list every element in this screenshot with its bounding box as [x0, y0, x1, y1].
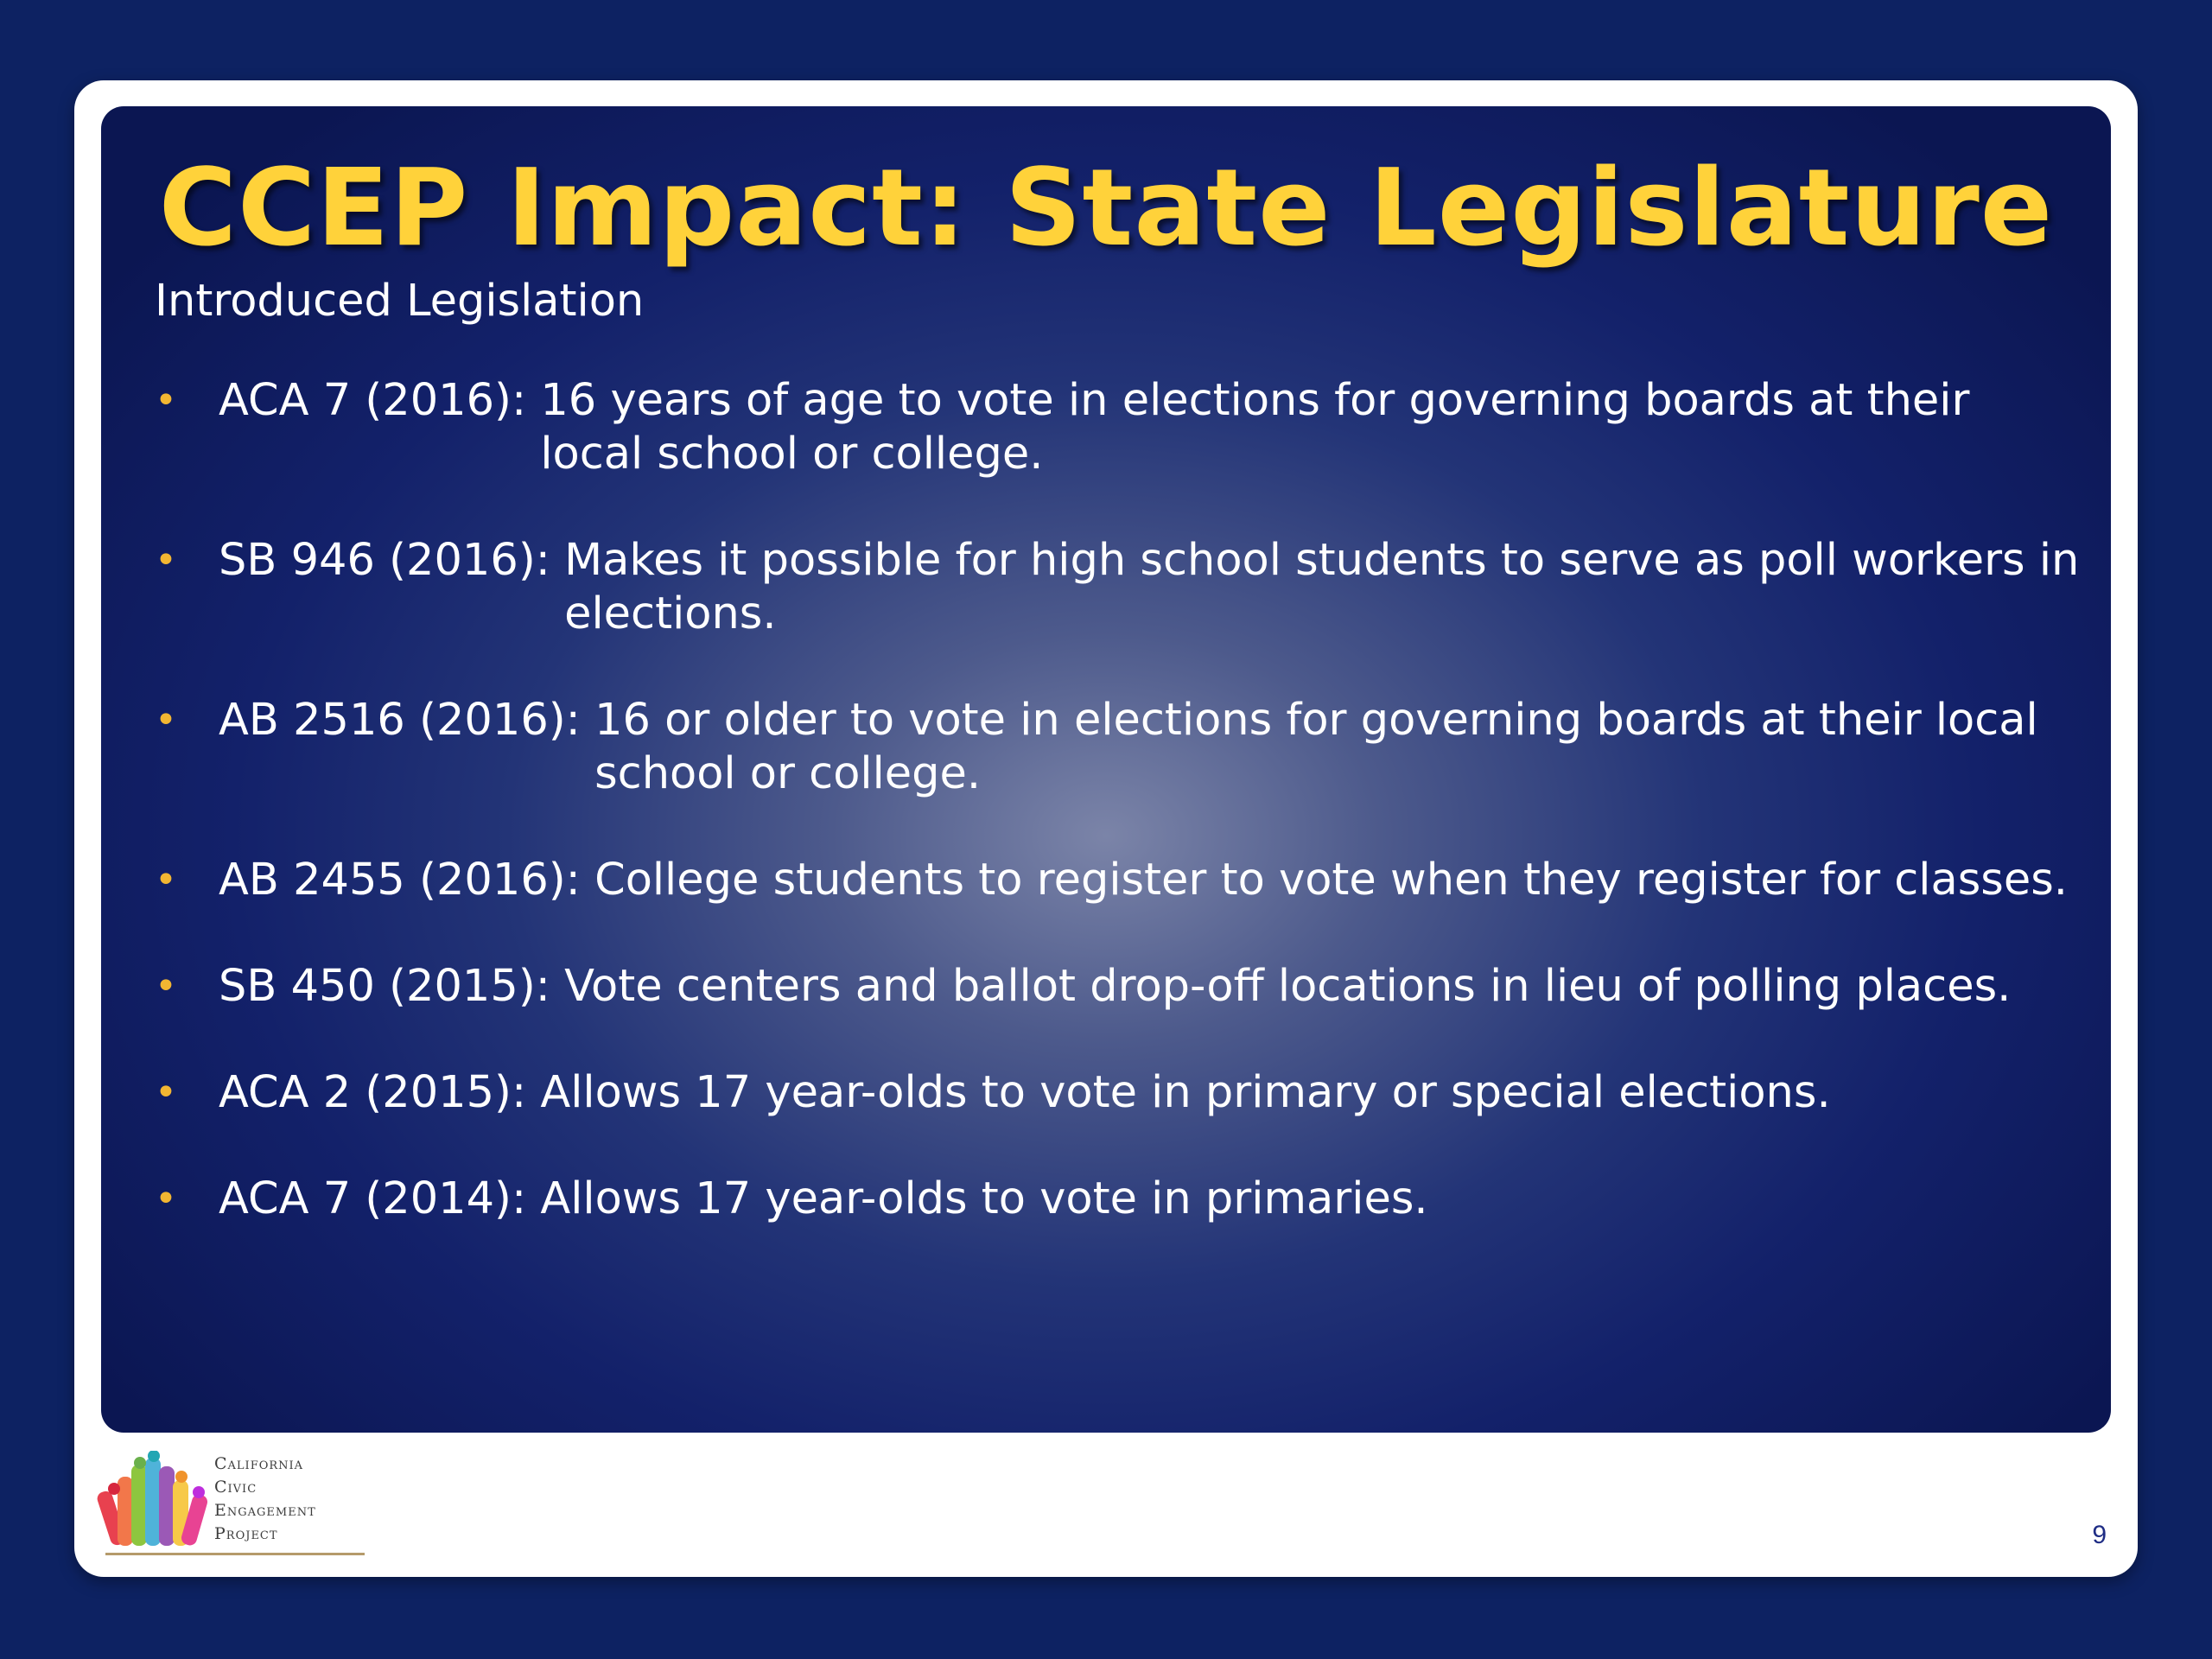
bill-description: College students to register to vote when they register for classes. — [594, 855, 2069, 906]
list-item — [155, 1173, 2082, 1226]
logo-line: California — [214, 1454, 304, 1473]
bill-label: ACA 2 (2015): — [219, 1067, 527, 1118]
list-item — [155, 534, 2082, 641]
raised-hands-icon — [97, 1451, 213, 1551]
slide-title: CCEP Impact: State Legislature — [158, 147, 2054, 270]
bullet-icon: • — [155, 378, 177, 423]
list-item — [155, 374, 2082, 481]
bill-description: Allows 17 year-olds to vote in primaries. — [540, 1173, 1428, 1224]
section-subtitle: Introduced Legislation — [155, 276, 645, 327]
list-item — [155, 960, 2082, 1014]
bill-description: Vote centers and ballot drop-off locations in lieu of polling places. — [564, 961, 2012, 1012]
bill-label: ACA 7 (2016): — [219, 375, 527, 426]
bill-label: AB 2455 (2016): — [219, 855, 581, 906]
logo-wordmark — [214, 1452, 316, 1546]
bill-label: SB 450 (2015): — [219, 961, 550, 1012]
bill-description: Makes it possible for high school students to serve as poll workers in elections. — [564, 535, 2080, 639]
bullet-icon: • — [155, 698, 177, 742]
bullet-icon: • — [155, 964, 177, 1008]
slide-card — [74, 80, 2138, 1577]
bullet-icon: • — [155, 538, 177, 582]
list-item — [155, 694, 2082, 801]
bill-description: 16 years of age to vote in elections for governing boards at their local school or college. — [540, 375, 1970, 480]
bullet-icon: • — [155, 1071, 177, 1115]
list-item — [155, 1066, 2082, 1120]
bullet-icon: • — [155, 858, 177, 902]
logo-line: Engagement — [214, 1501, 316, 1520]
list-item — [155, 854, 2082, 907]
bill-label: ACA 7 (2014): — [219, 1173, 527, 1224]
ccep-logo — [97, 1451, 356, 1559]
bill-description: 16 or older to vote in elections for governing boards at their local school or college. — [594, 695, 2038, 799]
logo-underline — [105, 1553, 365, 1555]
bill-description: Allows 17 year-olds to vote in primary or special elections. — [540, 1067, 1831, 1118]
content-panel — [101, 106, 2111, 1433]
logo-line: Civic — [214, 1478, 257, 1497]
logo-line: Project — [214, 1524, 278, 1543]
bullet-icon: • — [155, 1177, 177, 1221]
bill-label: SB 946 (2016): — [219, 535, 550, 586]
page-number: 9 — [2092, 1521, 2107, 1549]
legislation-list — [155, 374, 2082, 1226]
bill-label: AB 2516 (2016): — [219, 695, 581, 746]
